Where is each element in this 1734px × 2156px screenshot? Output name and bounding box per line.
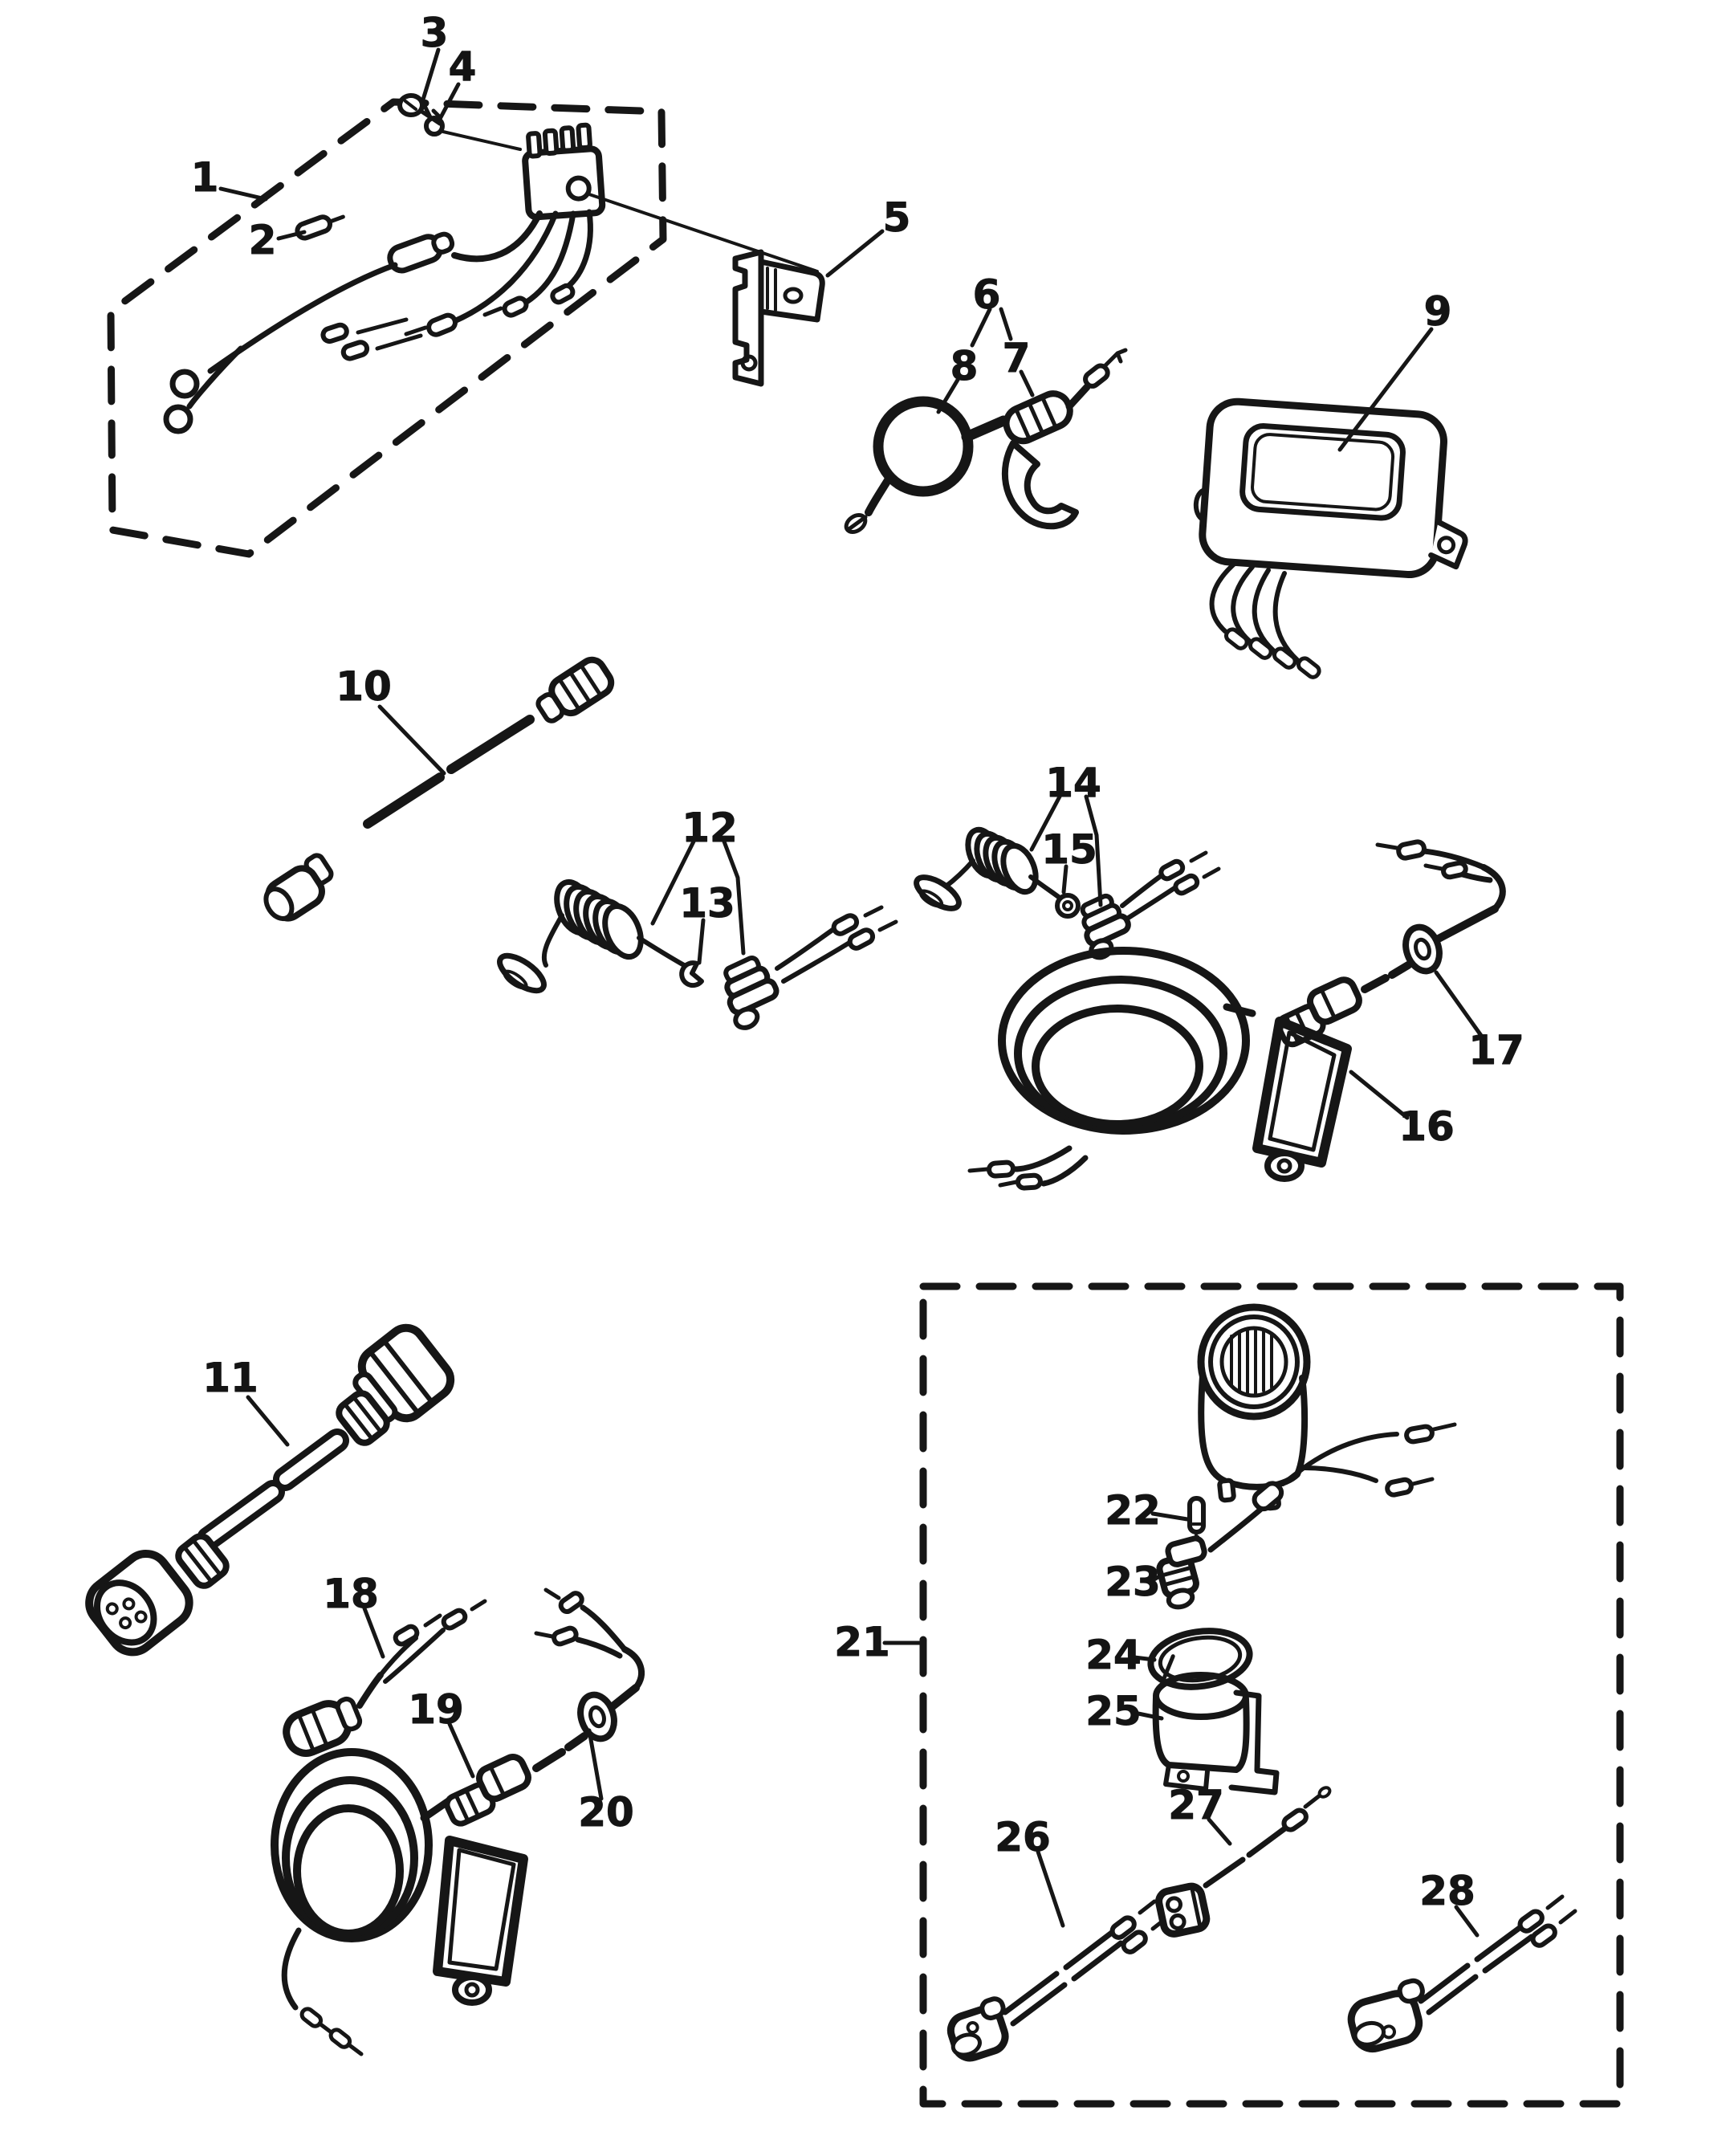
callout-8: 8 bbox=[950, 343, 979, 389]
callout-12: 12 bbox=[682, 805, 738, 851]
ring-terminal-b bbox=[166, 407, 190, 431]
diagram-root bbox=[80, 10, 1620, 2104]
callout-14: 14 bbox=[1045, 760, 1101, 806]
bullet-terminal bbox=[503, 296, 528, 317]
eye-terminal bbox=[1057, 895, 1078, 916]
callout-9: 9 bbox=[1423, 288, 1452, 335]
fork-terminal bbox=[682, 963, 702, 985]
part-2-sleeve-connector bbox=[295, 210, 346, 240]
part-28-twin-lead-harness bbox=[1345, 1897, 1575, 2053]
part-1-wiring-harness-assembly bbox=[166, 124, 603, 431]
bullet-terminal bbox=[342, 340, 368, 360]
callout-23: 23 bbox=[1105, 1559, 1161, 1605]
callout-11: 11 bbox=[202, 1355, 258, 1401]
part-12-lanyard-cord bbox=[495, 877, 702, 997]
callout-21: 21 bbox=[834, 1619, 890, 1665]
fuse-wire bbox=[454, 214, 539, 259]
part-5-mounting-bracket bbox=[735, 252, 822, 384]
stub-wire bbox=[358, 320, 406, 332]
callout-6: 6 bbox=[972, 271, 1001, 318]
inline-connector bbox=[439, 1754, 535, 1827]
callout-28: 28 bbox=[1419, 1868, 1476, 1914]
rectifier-block bbox=[523, 124, 602, 218]
part-26-twin-lead-harness bbox=[942, 1901, 1167, 2063]
bullet-terminal bbox=[551, 283, 575, 304]
callout-22: 22 bbox=[1105, 1487, 1161, 1534]
callout-1: 1 bbox=[190, 154, 219, 201]
callout-3: 3 bbox=[420, 10, 449, 56]
part-9-module-box bbox=[1192, 399, 1474, 679]
callout-2: 2 bbox=[248, 217, 277, 263]
block-to-bracket-line bbox=[587, 194, 817, 271]
ring-terminal-a bbox=[173, 372, 197, 396]
callout-5: 5 bbox=[882, 194, 911, 241]
inline-fuse-holder bbox=[387, 229, 455, 274]
bullet-terminal bbox=[321, 324, 348, 343]
callout-26: 26 bbox=[995, 1814, 1051, 1861]
callout-16: 16 bbox=[1398, 1103, 1455, 1150]
callout-15: 15 bbox=[1041, 826, 1097, 873]
callout-19: 19 bbox=[408, 1686, 464, 1733]
stub-wire bbox=[377, 336, 421, 348]
callout-25: 25 bbox=[1085, 1688, 1142, 1734]
callout-20: 20 bbox=[578, 1789, 634, 1836]
terminal-tip bbox=[406, 328, 425, 334]
terminal-tip bbox=[485, 308, 501, 315]
callout-10: 10 bbox=[336, 663, 392, 710]
part-25-gauge-cup bbox=[1156, 1675, 1276, 1792]
bullet-terminal bbox=[426, 313, 457, 336]
callout-labels bbox=[191, 10, 1524, 1914]
callout-7: 7 bbox=[1002, 335, 1031, 381]
callout-18: 18 bbox=[323, 1571, 379, 1617]
callout-4: 4 bbox=[448, 43, 477, 90]
washer-alignment-line bbox=[443, 132, 520, 149]
callout-27: 27 bbox=[1168, 1782, 1224, 1828]
callout-24: 24 bbox=[1085, 1632, 1142, 1678]
part-11-extension-cable bbox=[80, 1321, 458, 1661]
callout-13: 13 bbox=[679, 880, 735, 927]
callout-17: 17 bbox=[1468, 1027, 1524, 1074]
part-8-cable-loop bbox=[843, 401, 1003, 536]
